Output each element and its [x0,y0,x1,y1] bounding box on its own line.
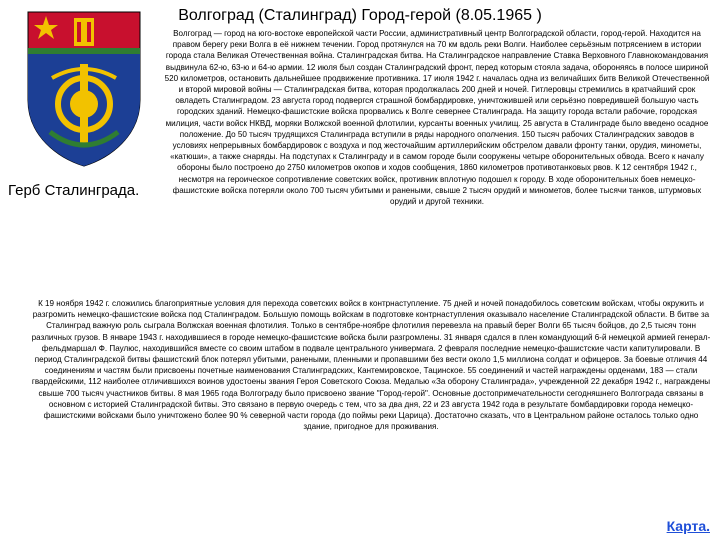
volgograd-coat-of-arms-icon [24,8,144,168]
article-text-bottom: К 19 ноября 1942 г. сложились благоприятные условия для перехода советских войск в контрнаступление. 75 дней и ночей понадобилось советским войскам, чтобы окружить и разгромить немецко-фашистские войска под Сталинградом. Большую помощь войскам в подготовке контрнаступления оказывало население Сталинградской области. В битве за Сталинград важную роль сыграла Волжская военная флотилия. Только в сентябре-ноябре флотилия перевезла на правый берег Волги 65 тысяч бойцов, до 2,5 тысяч тонн различных грузов. В январе 1943 г. находившиеся в городе немецко-фашистские войска были разгромлены. 31 января сдался в плен командующий 6-й немецкой армией генерал-фельдмаршал Ф. Паулюс, находившийся вместе со своим штабом в подвале центрального универмага. 2 февраля последние немецко-фашистские части капитулировали. В период Сталинградской битвы фашистский блок потерял убитыми, ранеными, пленными и пропавшими без вести около 1,5 миллиона солдат и офицеров. За боевые отличия 44 соединениям и частям были присвоены почетные наименования Сталинградских, Кантемировское, Тацинское. 55 соединений и частей награждены орденами, 183 — стали гвардейскими, 112 наиболее отличившихся воинов удостоены звания Героя Советского Союза. Медалью «За оборону Сталинграда», учрежденной 22 декабря 1942 г., награждены свыше 700 тысяч участников битвы. 8 мая 1965 года Волгограду было присвоено звание "Город-герой". Основные достопримечательности сегодняшнего Волгограда связаны в основном с историей Сталинградской битвы. Это связано в первую очередь с тем, что за два дня, 22 и 23 августа 1942 года в результате бомбардировки города немецко-фашистскими войсками было уничтожено более 90 % северной части города (до поймы реки Царица). Достаточно сказать, что в Центральном районе осталось только одно здание, пригодное для проживания. [31,299,711,432]
article-text-top: Волгоград — город на юго-востоке европейской части России, административный центр Волгоградской области, город-герой. Находится на правом берегу реки Волга в её нижнем течении. Город протянулся на 70 км вдоль реки Волги. Наиболее серьёзным потрясением в истории города стала Великая Отечественная война. Сталинградская битва. На Сталинградское направление Ставка Верховного Главнокомандования выдвинула 62-ю, 63-ю и 64-ю армии. 12 июля был создан Сталинградский фронт, перед которым стояла задача, обороняясь в полосе шириной 520 километров, остановить дальнейшее продвижение противника. 17 июля 1942 г. началась одна из величайших битв Великой Отечественной и второй мировой войны — Сталинградская битва, которая продолжалась 200 дней и ночей. Гитлеровцы стремились в кратчайший срок овладеть Сталинградом. 23 августа город подвергся страшной бомбардировке, уничтожившей или серьёзно повредившей большую часть городских зданий. Немецко-фашистские войска прорвались к Волге севернее Сталинграда. На защиту города встали рабочие, городская милиция, части войск НКВД, моряки Волжской военной флотилии, курсанты военных училищ. 25 августа в Сталинграде было введено осадное положение. До 50 тысяч трудящихся Сталинграда вступили в ряды народного ополчения. 150 тысяч рабочих Сталинградских заводов в условиях непрерывных бомбардировок с воздуха и под жесточайшим артиллерийским обстрелом давали фронту танки, орудия, минометы, «катюши», а также снаряды. На подступах к Сталинграду и в самом городе были сооружены четыре оборонительных обвода. Всего к началу обороны было построено до 2750 километров окопов и ходов сообщения, 1860 километров противотанковых рвов. К 12 сентября 1942 г., несмотря на героическое сопротивление советских войск, противник вплотную подошел к городу. В ходе оборонительных боев немецко-фашистские войска потеряли около 700 тысяч убитыми и ранеными, свыше 2 тысяч орудий и минометов, более тысячи танков, штурмовых орудий и другой техники. [164,29,710,207]
coat-of-arms-caption: Герб Сталинграда. [8,182,140,199]
page-title: Волгоград (Сталинград) Город-герой (8.05.1965 ) [178,7,542,24]
map-link[interactable]: Карта. [666,518,710,534]
